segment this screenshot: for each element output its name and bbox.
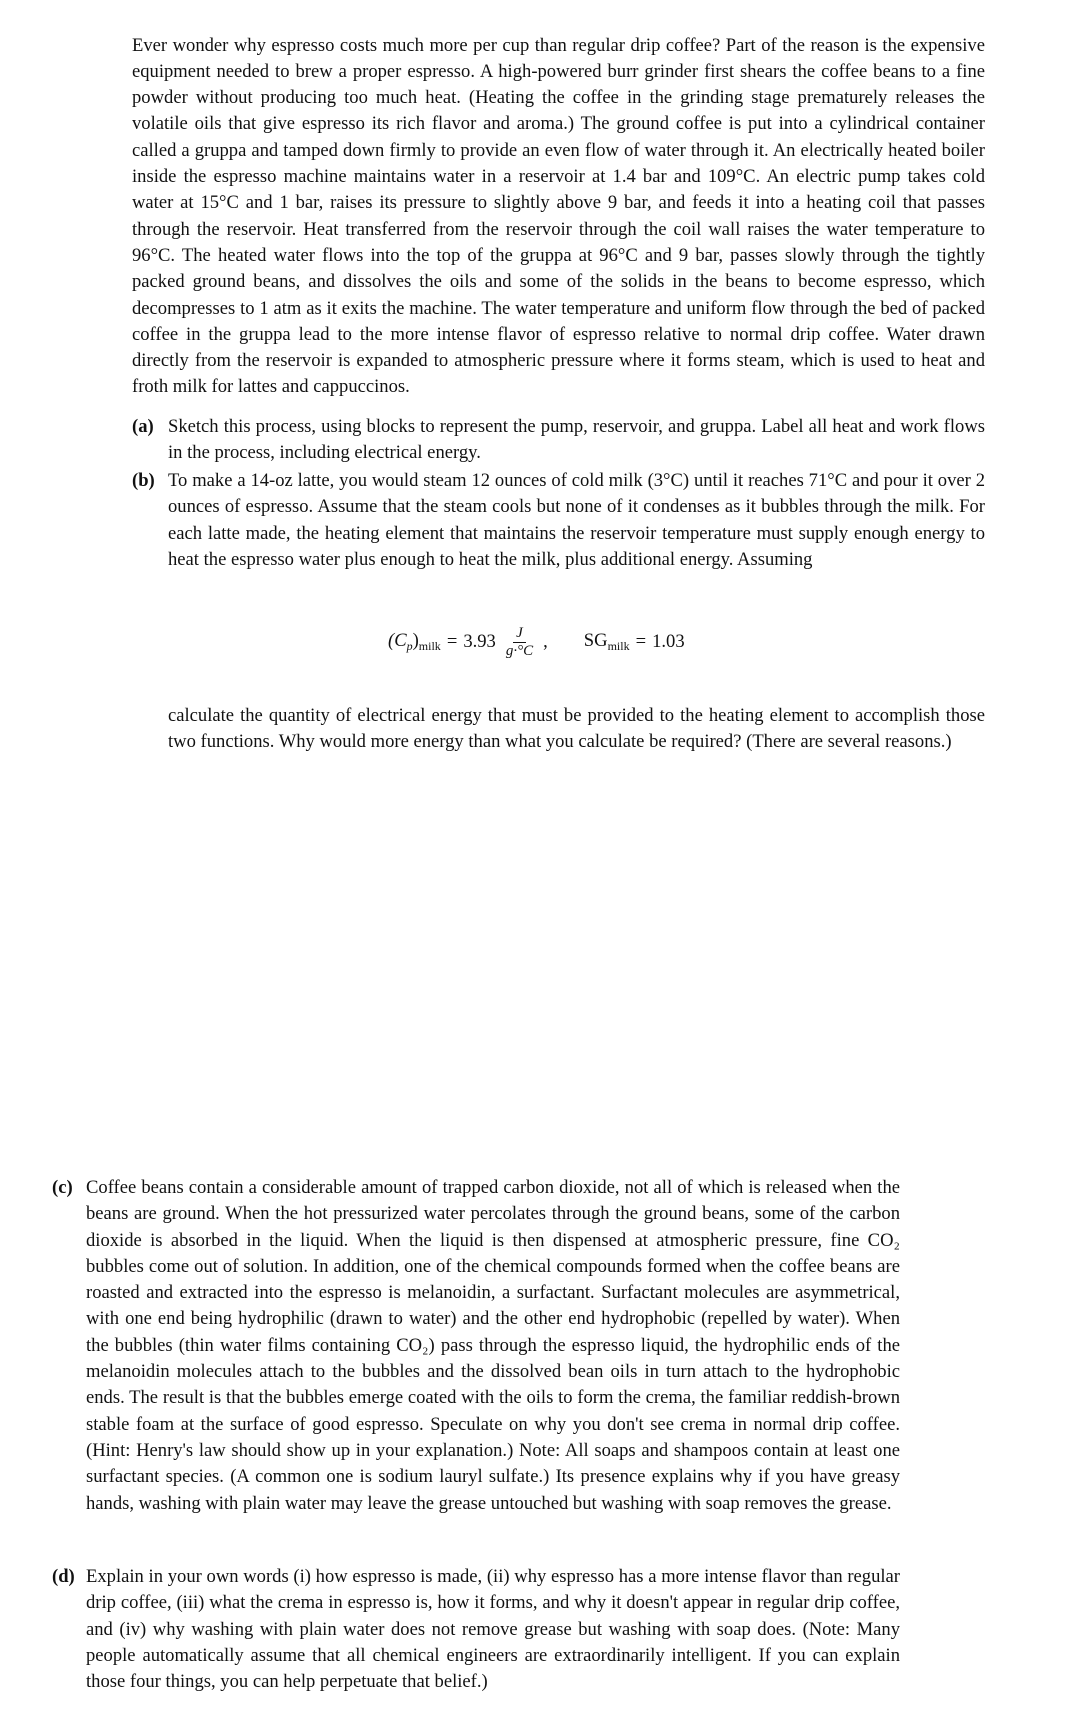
- part-d: [52, 1564, 900, 1695]
- formula-separator: ,: [543, 631, 548, 652]
- intro-paragraph: Ever wonder why espresso costs much more per cup than regular drip coffee? Part of the reason is the expensive equipment needed to brew a proper espresso. A high-powered burr grinder first shears the coffee beans to a fine powder without producing too much heat. (Heating the coffee in the grinding stage prematurely releases the volatile oils that give espresso its rich flavor and aroma.) The ground coffee is put into a cylindrical container called a gruppa and tamped down firmly to provide an even flow of water through it. An electrically heated boiler inside the espresso machine maintains water in a reservoir at 1.4 bar and 109°C. An electric pump takes cold water at 15°C and 1 bar, raises its pressure to slightly above 9 bar, and feeds it into a heating coil that passes through the reservoir. Heat transferred from the reservoir through the coil wall raises the water temperature to 96°C. The heated water flows into the top of the gruppa at 96°C and 9 bar, passes slowly through the tightly packed ground beans, and dissolves the oils and some of the solids in the beans to become espresso, which decompresses to 1 atm as it exits the machine. The water temperature and uniform flow through the bed of packed coffee in the gruppa lead to the more intense flavor of espresso relative to normal drip coffee. Water drawn directly from the reservoir is expanded to atmospheric pressure where it forms steam, which is used to heat and froth milk for lattes and cappuccinos.: [132, 34, 985, 398]
- sg-equals: =: [635, 631, 647, 652]
- sg-value: 1.03: [652, 631, 685, 652]
- part-b-text: To make a 14-oz latte, you would steam 12 ounces of cold milk (3°C) until it reaches 71°C and pour it over 2 ounces of espresso. Assume that the steam cools but none of it condenses as it bubbles through the milk. For each latte made, the heating element that maintains the reservoir temperature must supply enough energy to heat the espresso water plus enough to heat the milk, plus additional energy. Assuming: [168, 470, 985, 570]
- part-c-label: (c): [52, 1177, 73, 1198]
- cp-unit-fraction: [504, 625, 535, 660]
- part-b-label: (b): [132, 470, 155, 491]
- cp-unit-numerator: J: [513, 625, 526, 643]
- part-d-label: (d): [52, 1566, 75, 1587]
- part-c-text: Coffee beans contain a considerable amount of trapped carbon dioxide, not all of which is released when the beans are ground. When the hot pressurized water percolates through the ground beans, some of the carbon dioxide is absorbed in the liquid. When the liquid is then dispensed at atmospheric pressure, fine CO₂ bubbles come out of solution. In addition, one of the chemical compounds formed when the coffee beans are roasted and extracted into the espresso is melanoidin, a surfactant. Surfactant molecules are asymmetrical, with one end being hydrophilic (drawn to water) and the other end hydrophobic (repelled by water). When the bubbles (thin water films containing CO₂) pass through the espresso liquid, the hydrophilic ends of the melanoidin molecules attach to the bubbles and the dissolved bean oils in turn attach to the hydrophobic ends. The result is that the bubbles emerge coated with the oils to form the crema, the familiar reddish-brown stable foam at the surface of good espresso. Speculate on why you don't see crema in normal drip coffee. (Hint: Henry's law should show up in your explanation.) Note: All soaps and shampoos contain at least one surfactant species. (A common one is sodium lauryl sulfate.) Its presence explains why if you have greasy hands, washing with plain water may leave the grease untouched but washing with soap removes the grease.: [86, 1177, 900, 1514]
- part-a: [132, 414, 985, 467]
- cp-unit-denominator: g·°C: [505, 642, 534, 659]
- part-c: [52, 1175, 900, 1517]
- cp-equals: =: [446, 631, 458, 652]
- part-a-label: (a): [132, 416, 154, 437]
- part-d-text: Explain in your own words (i) how espresso is made, (ii) why espresso has a more intense flavor than regular drip coffee, (iii) what the crema in espresso is, how it forms, and why it doesn't appear in regular drip coffee, and (iv) why washing with plain water does not remove grease but washing with soap does. (Note: Many people automatically assume that all chemical engineers are extraordinarily intelligent. If you can explain those four things, you can help perpetuate that belief.): [86, 1566, 900, 1693]
- part-b: [132, 468, 985, 573]
- cp-term: $(C_p)_{milk}$: [388, 630, 441, 653]
- sg-term: $SG_{milk}$: [583, 630, 630, 653]
- part-b-followup: calculate the quantity of electrical energy that must be provided to the heating element to accomplish those two functions. Why would more energy than what you calculate be required? (There are several reasons.): [168, 704, 985, 752]
- cp-value: 3.93: [463, 631, 496, 652]
- milk-properties-formula: [388, 620, 685, 664]
- part-a-text: Sketch this process, using blocks to represent the pump, reservoir, and gruppa. Label all heat and work flows in the process, including electrical energy.: [168, 416, 985, 464]
